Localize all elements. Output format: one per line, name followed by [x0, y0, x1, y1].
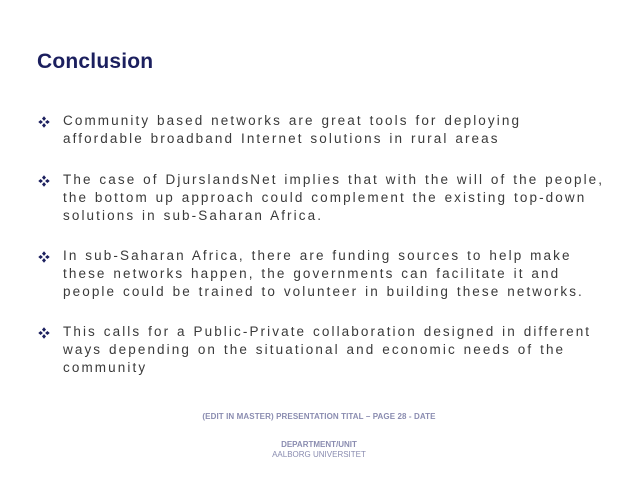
four-diamond-bullet-icon	[38, 251, 50, 263]
bullet-list	[38, 112, 606, 400]
bullet-item	[38, 171, 606, 225]
slide-title: Conclusion	[37, 50, 154, 73]
four-diamond-bullet-icon	[38, 327, 50, 339]
bullet-text: Community based networks are great tools for deploying affordable broadband Internet solutions in rural areas	[63, 113, 522, 146]
bullet-text: This calls for a Public-Private collaboration designed in different ways depending on the situational and economic needs of the community	[63, 324, 592, 375]
bullet-item	[38, 112, 606, 148]
bullet-item	[38, 247, 606, 301]
bullet-item	[38, 323, 606, 377]
footer-department: DEPARTMENT/UNIT	[281, 440, 357, 449]
bullet-text: In sub-Saharan Africa, there are funding sources to help make these networks happen, the governments can facilitate it and people could be trained to volunteer in building these networks.	[63, 248, 584, 299]
four-diamond-bullet-icon	[38, 116, 50, 128]
footer-presentation-line: (EDIT IN MASTER) PRESENTATION TITAL – PAGE 28 - DATE	[202, 412, 436, 421]
bullet-text: The case of DjurslandsNet implies that with the will of the people, the bottom up approach could complement the existing top-down solutions in sub-Saharan Africa.	[63, 172, 605, 223]
four-diamond-bullet-icon	[38, 175, 50, 187]
footer-university: AALBORG UNIVERSITET	[272, 450, 366, 459]
